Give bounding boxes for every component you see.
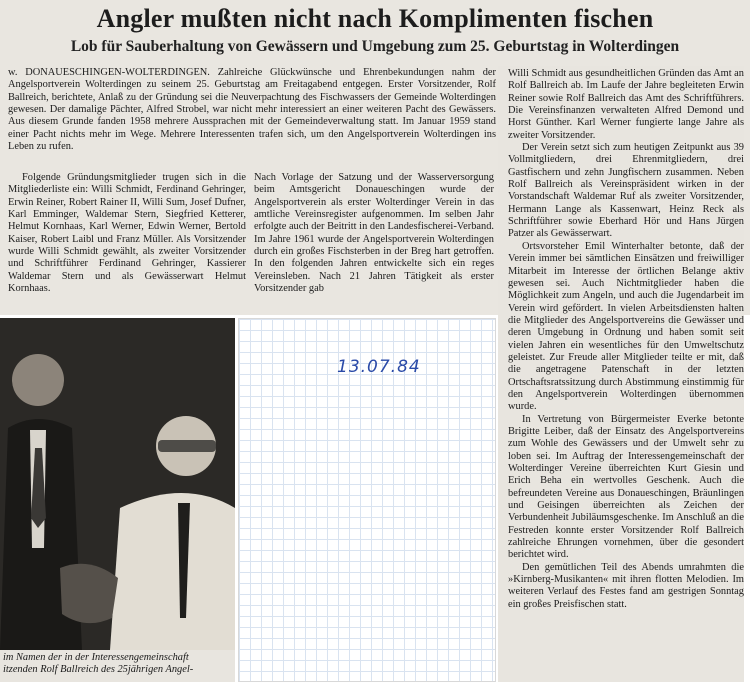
headline: Angler mußten nicht nach Komplimenten fischen bbox=[96, 4, 654, 33]
handwritten-date: 13.07.84 bbox=[337, 357, 421, 377]
column-3 bbox=[508, 68, 744, 611]
photo-illustration bbox=[0, 318, 235, 650]
photo-caption-line: im Namen der in der Interessengemeinschaft bbox=[3, 652, 189, 663]
article-photo bbox=[0, 318, 235, 682]
column-1-paragraph: Folgende Gründungsmitglieder trugen sich in die Mitgliederliste ein: Willi Schmidt, Ferdinand Gehringer, Erwin Reiner, Robert Rainer II, Willi Sum, Josef Dufner, Karl Emminger, Waldemar Stern, Siegfried Ketterer, Helmut Kornhaas, Karl Werner, Edwin Werner, Bertold Kaiser, Robert Laibl und Franz Müller. Als Vorsitzender wurde Willi Schmidt gewählt, als zweiter Vorsitzender und Schriftführer Ferdinand Gehringer, Kassierer Waldemar Stern und als Gewässerwart Helmut Kornhaas. bbox=[8, 172, 246, 295]
column-3-paragraph: Der Verein setzt sich zum heutigen Zeitpunkt aus 39 Vollmitgliedern, drei Ehrenmitgliedern, drei Gastfischern und zehn Jungfischern zusammen. Neben Rolf Ballreich als Vereinspräsident wirken in der Vorstandschaft Waldemar Ruf als zweiter Vorsitzender, Hermann Lange als Kassenwart, Heinz Reck als Schriftführer sowie Eberhard Hör und Hans Jürgen Patzer als Gewässerwart. bbox=[508, 142, 744, 240]
photo-caption-line: itzenden Rolf Ballreich des 25jährigen Angel- bbox=[3, 664, 194, 675]
article-clipping-right-column bbox=[498, 66, 744, 682]
column-2-paragraph: Nach Vorlage der Satzung und der Wasserversorgung beim Amtsgericht Donaueschingen wurde der Angelsportverein als erster Wolterdinger Verein in das amtliche Vereinsregister aufgenommen. Im selben Jahr erfolgte auch der Beitritt in den Landesfischerei-Verband. Im Jahre 1961 wurde der Angelsportverein Wolterdingen durch ein großes Fischsterben in der Breg hart getroffen. In den folgenden Jahren entwickelte sich ein reges Vereinsleben. Nach 21 Jahren Tätigkeit als erster Vorsitzender gab bbox=[254, 172, 494, 295]
photo-image bbox=[0, 318, 235, 650]
column-3-paragraph: Den gemütlichen Teil des Abends umrahmten die »Kirnberg-Musikanten« mit ihren flotten Melodien. Im weiteren Verlauf des Festes fand am gestrigen Sonntag ein großes Preisfischen statt. bbox=[508, 561, 744, 610]
lead-paragraph: w. DONAUESCHINGEN-WOLTERDINGEN. Zahlreiche Glückwünsche und Ehrenbekundungen nahm der Angelsportverein Wolterdingen zu seinem 25. Geburtstag am Freitagabend entgegen. Erster Vorsitzender, Rolf Ballreich, berichtete, Anlaß zu der Gründung sei die Neuverpachtung des Fischwassers der Gemeinde Wolterdingen gewesen. Der damalige Pächter, Alfred Strobel, war nicht mehr interessiert an einer weiteren Pacht des Gewässers. Aus diesem Grunde fanden 1958 mehrere Aussprachen mit der Gemeindeverwaltung statt. Im Januar 1959 stand einer Pacht nichts mehr im Wege. Mehrere Interessenten trafen sich, um den Angelsportverein Wolterdingen ins Leben zu rufen. bbox=[8, 67, 496, 153]
column-3-paragraph: In Vertretung von Bürgermeister Everke betonte Brigitte Leiber, daß der Einsatz des Angelsportvereins zum Wohle des Gewässers und der Umwelt sehr zu loben sei. Im Auftrag der Interessengemeinschaft der Wolterdinger Vereine überreichten Kurt Giesin und Erich Beha ein wertvolles Geschenk. Auch die befreundeten Vereine aus Donaueschingen, Bräunlingen und Geisingen überreichten als Zeichen der Verbundenheit Jubiläumsgeschenke. Im Anschluß an die Festreden konnte erster Vorsitzender Rolf Ballreich zahlreiche Ehrungen vornehmen, über die gesondert berichtet wird. bbox=[508, 413, 744, 561]
subheadline: Lob für Sauberhaltung von Gewässern und Umgebung zum 25. Geburtstag in Wolterdingen bbox=[70, 38, 680, 55]
column-1 bbox=[8, 172, 246, 295]
grid-paper-backing bbox=[238, 318, 496, 682]
column-3-paragraph: Willi Schmidt aus gesundheitlichen Gründen das Amt an Rolf Ballreich ab. Im Laufe der Jahre begleiteten Erwin Reiner sowie Rolf Ballreich das Amt des Schriftführers. Die Vereinsfinanzen verwalteten Alfred Demond und Horst Günther. Karl Werner fungierte lange Jahre als zweiter Vorsitzender. bbox=[508, 68, 744, 141]
column-3-paragraph: Ortsvorsteher Emil Winterhalter betonte, daß der Verein immer bei sämtlichen Einsätzen und freiwilliger Mitarbeit im Interesse der örtlichen Belange aktiv gewesen sei. Auch Nichtmitglieder haben die Möglichkeit zum Angeln, und auch die Jugendarbeit im Verein wird gefördert. In vielen Arbeitsdiensten halten die Mitglieder des Angelsportvereins die Gewässer und deren Umgebung in Ordnung und haben somit seit vielen Jahren ein wesentliches für den Umweltschutz geleistet. Zur Freude aller Mitglieder teilte er mit, daß die angetragene Patenschaft in der letzten Ortschaftsratssitzung durch Abstimmung einstimmig für den Angelsportverein Wolterdingen übernommen wurde. bbox=[508, 240, 744, 413]
column-2 bbox=[254, 172, 494, 295]
